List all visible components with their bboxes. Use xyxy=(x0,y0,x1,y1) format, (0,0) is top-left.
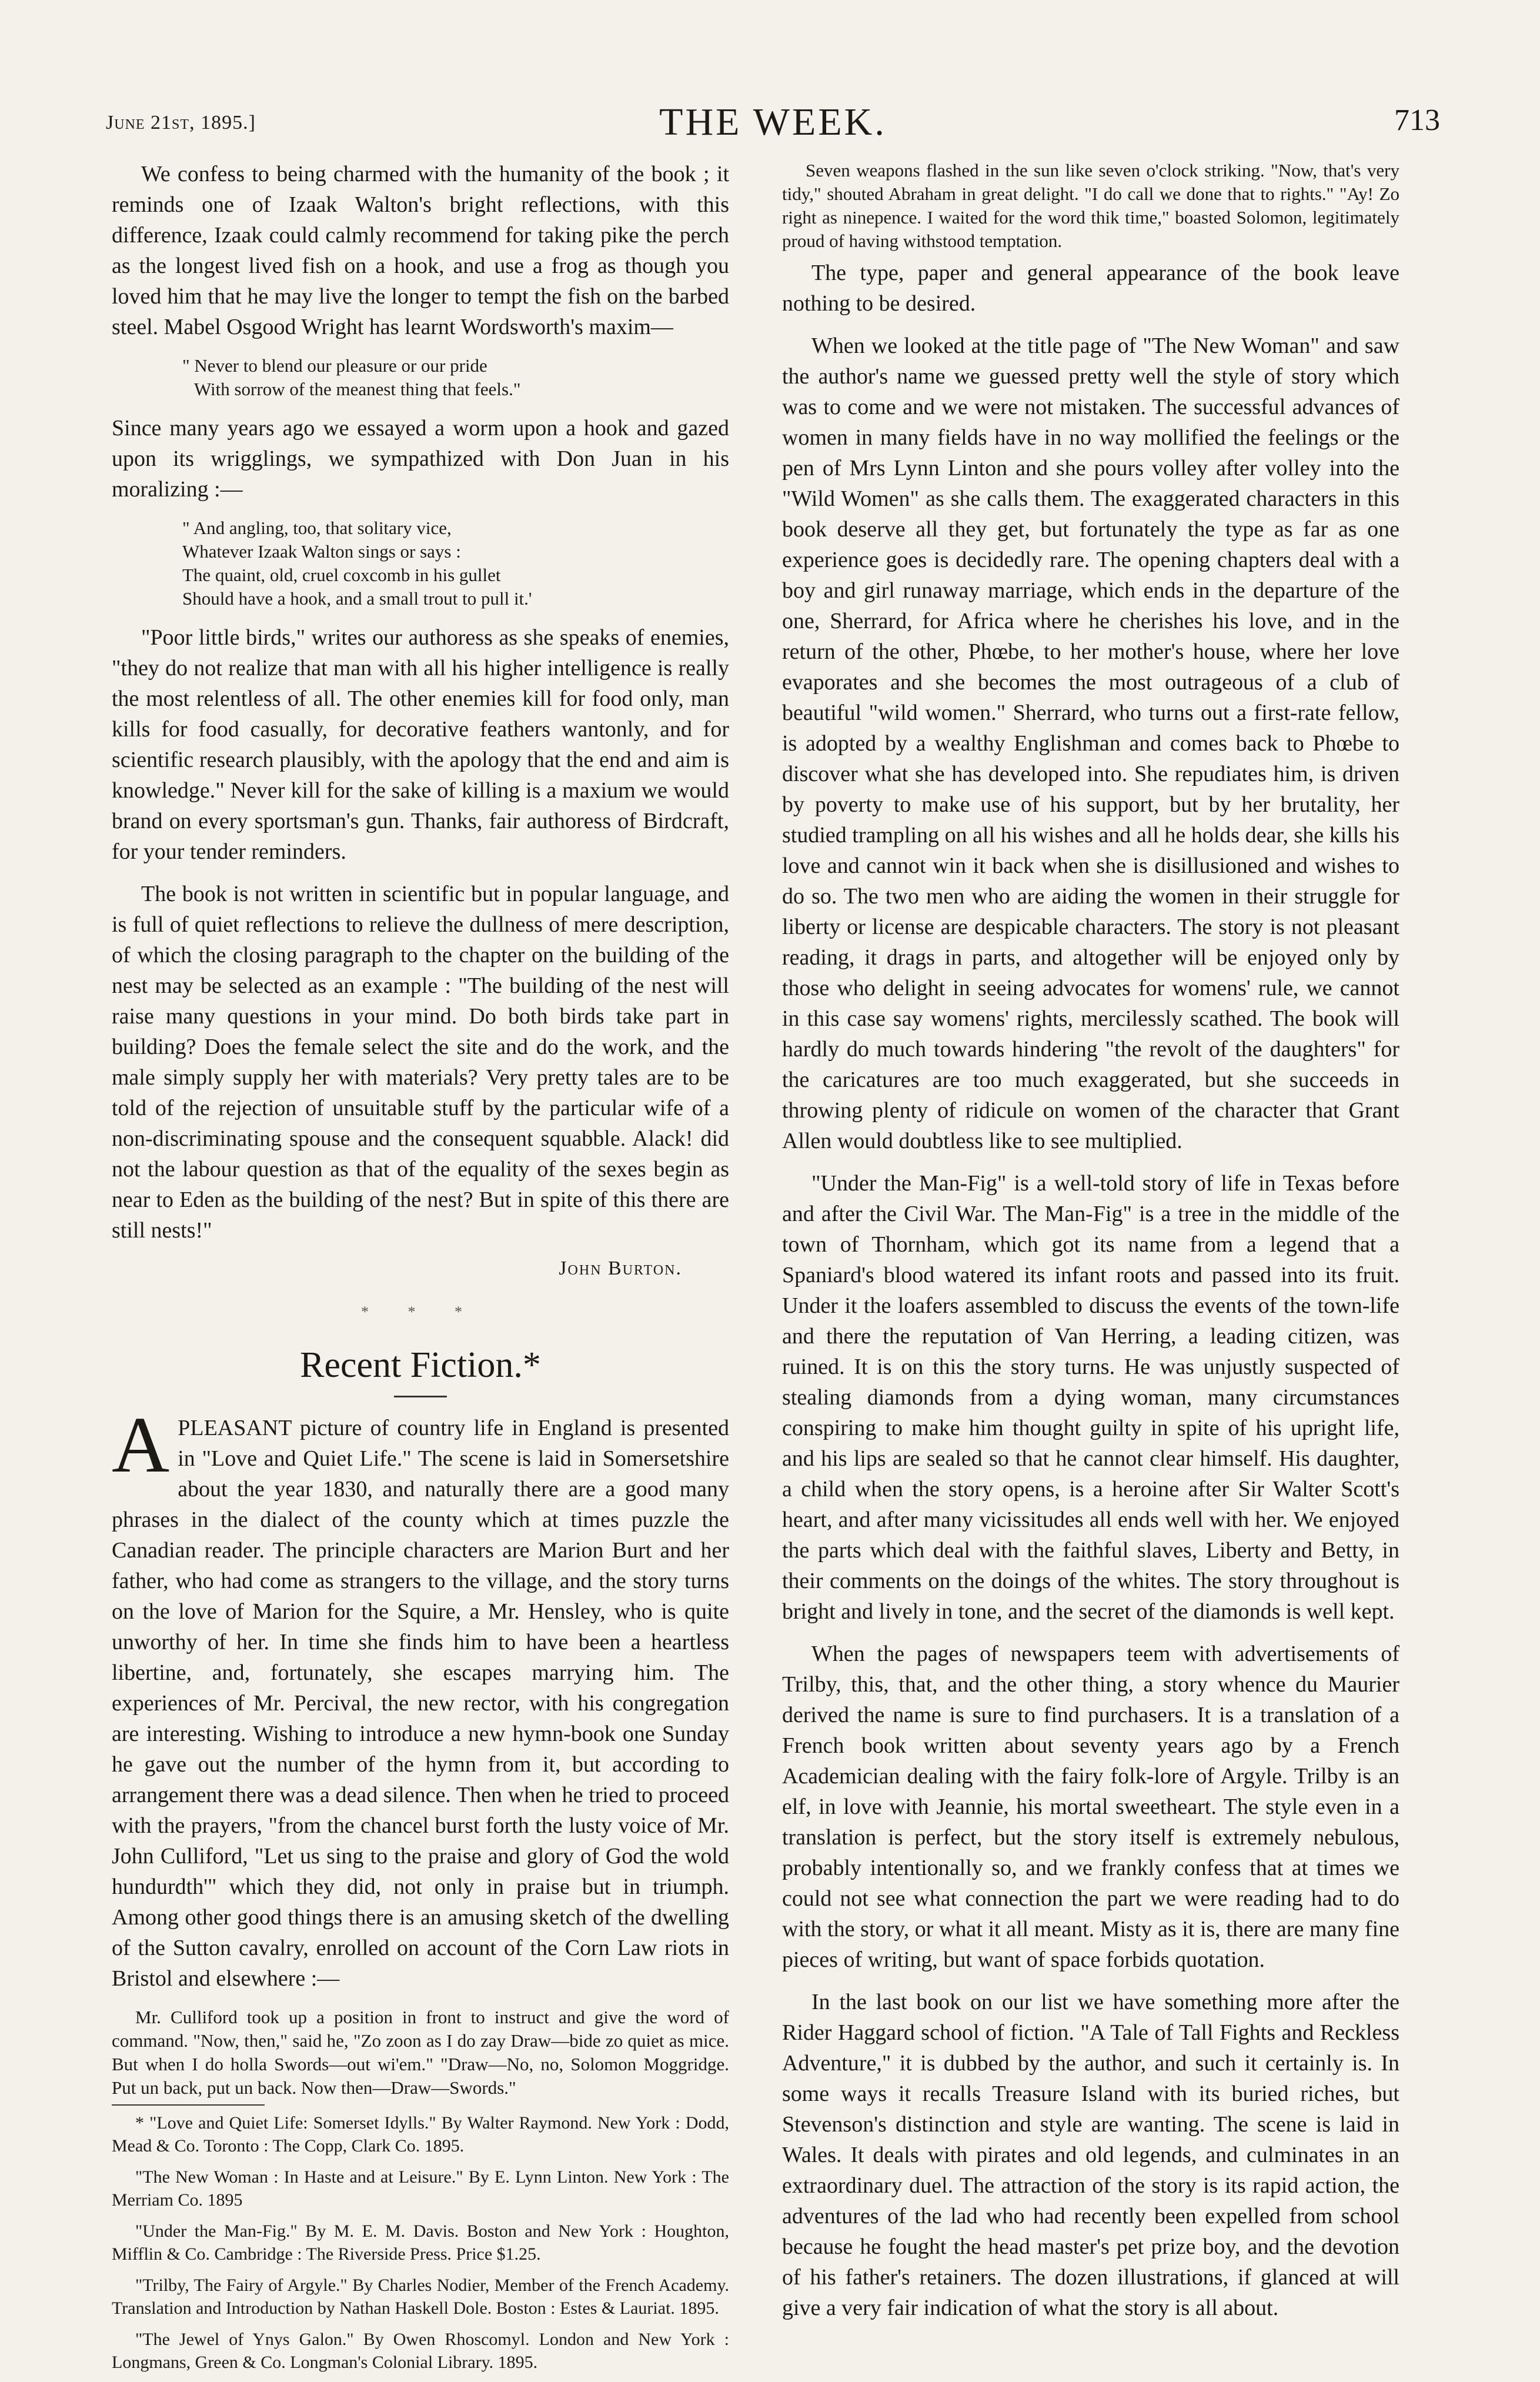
footnote: "The New Woman : In Haste and at Leisure." By E. Lynn Linton. New York : The Merriam Co. 1895 xyxy=(112,2167,729,2210)
publication-title: THE WEEK. xyxy=(659,101,887,144)
verse-line: " And angling, too, that solitary vice, xyxy=(182,518,452,538)
review-paragraph: When we looked at the title page of "The New Woman" and saw the author's name we guessed pretty well the style of story which was to come and we were not mistaken. The successful advances of women in many fields have in no way mollified the feelings or the pen of Mrs Lynn Linton and she pours volley after volley into the "Wild Women" as she calls them. The exaggerated characters in this book deserve all they get, but fortunately the type as far as one experience goes is decidedly rare. The opening chapters deal with a boy and girl runaway marriage, which ends in the departure of the one, Sherrard, for Africa where he cherishes his love, and in the return of the other, Phœbe, to her mother's house, where her love evaporates and she becomes the most outrageous of a club of beautiful "wild women." Sherrard, who turns out a first-rate fellow, is adopted by a wealthy Englishman and comes back to Phœbe to discover what she has developed into. She repudiates him, is driven by poverty to make use of his support, but by her brutality, her studied trampling on all his wishes and all he holds dear, she kills his love and cannot win it back when she is disillusioned and wishes to do so. The two men who are aiding the women in their struggle for liberty or license are despicable characters. The story is not pleasant reading, it drags in parts, and altogether will be enjoyed only by those who delight in seeing advocates for womens' rule, we cannot in this case say womens' rights, mercilessly scathed. The book will hardly do much towards hindering "the revolt of the daughters" for the caricatures are too much exaggerated, but she succeeds in throwing plenty of ridicule on women of the character that Grant Allen would doubtless like to see multiplied. xyxy=(782,333,1399,1153)
section-separator: * * * xyxy=(361,1303,480,1320)
right-column xyxy=(782,159,1399,2335)
review-paragraph: The book is not written in scientific but in popular language, and is full of quiet reflections to relieve the dullness of mere description, of which the closing paragraph to the chapter on the building of the nest may be selected as an example : "The building of the nest will raise many questions in your mind. Do both birds take part in building? Does the female select the site and do the work, and the male simply supply her with materials? Very pretty tales are to be told of the rejection of unsuitable stuff by the particular wife of a non-discriminating spouse and the consequent squabble. Alack! did not the labour question as that of the equality of the sexes begin as near to Eden as the building of the nest? But in spite of this there are still nests!" xyxy=(112,882,729,1243)
section-title: Recent Fiction.* xyxy=(300,1345,541,1385)
review-paragraph: "Under the Man-Fig" is a well-told story of life in Texas before and after the Civil War. The Man-Fig" is a tree in the middle of the town of Thornham, which got its name from a legend that a Spaniard's blood watered its infant roots and passed into its fruit. Under it the loafers assembled to discuss the events of the town-life and there the reputation of Van Herring, a leading citizen, was ruined. It is on this the story turns. He was unjustly suspected of stealing diamonds from a dying woman, many circumstances conspiring to make him thought guilty in spite of his upright life, and his lips are sealed so that he cannot clear himself. His daughter, a child when the story opens, is a heroine after Sir Walter Scott's heart, and after many vicissitudes all ends well with her. We enjoyed the parts which deal with the faithful slaves, Liberty and Betty, in their comments on the doings of the whites. The story throughout is bright and lively in tone, and the secret of the diamonds is well kept. xyxy=(782,1171,1399,1624)
quoted-extract: Seven weapons flashed in the sun like seven o'clock striking. "Now, that's very tidy," shouted Abraham in great delight. "I do call we done that to rights." "Ay! Zo right as ninepence. I waited for the word thik time," boasted Solomon, legitimately proud of having withstood temptation. xyxy=(782,160,1399,251)
review-paragraph: PLEASANT picture of country life in England is presented in "Love and Quiet Life." The scene is laid in Somersetshire about the year 1830, and naturally there are a good many phrases in the dialect of the county which at times puzzle the Canadian reader. The principle characters are Marion Burt and her father, who had come as strangers to the village, and the story turns on the love of Marion for the Squire, a Mr. Hensley, who is quite unworthy of her. In time she finds him to have been a heartless libertine, and, fortunately, she escapes marrying him. The experiences of Mr. Percival, the new rector, with his congregation are interesting. Wishing to introduce a new hymn-book one Sunday he gave out the number of the hymn from it, but according to arrangement there was a dead silence. Then when he tried to proceed with the prayers, "from the chancel burst forth the lusty voice of Mr. John Culliford, "Let us sing to the praise and glory of God the wold hundurdth'" which they did, not only in praise but in triumph. Among other good things there is an amusing sketch of the dwelling of the Sutton cavalry, enrolled on account of the Corn Law riots in Bristol and elsewhere :— xyxy=(112,1416,729,1991)
review-paragraph: We confess to being charmed with the humanity of the book ; it reminds one of Izaak Walton's bright reflections, with this difference, Izaak could calmly recommend for taking pike the perch as the longest lived fish on a hook, and use a frog as though you loved him that he may live the longer to tempt the fish on the barbed steel. Mabel Osgood Wright has learnt Wordsworth's maxim— xyxy=(112,162,729,339)
footnote: "The Jewel of Ynys Galon." By Owen Rhoscomyl. London and New York : Longmans, Green & Co. Longman's Colonial Library. 1895. xyxy=(112,2330,729,2372)
drop-cap: A xyxy=(112,1401,170,1489)
verse-quote xyxy=(182,354,729,401)
review-paragraph: When the pages of newspapers teem with advertisements of Trilby, this, that, and the other thing, a story whence du Maurier derived the name is sure to find purchasers. It is a translation of a French book written about seventy years ago by a French Academician dealing with the fairy folk-lore of Argyle. Trilby is an elf, in love with Jeannie, his mortal sweetheart. The style even in a translation is perfect, but the story itself is extremely nebulous, probably intentionally so, and we frankly confess that at times we could not see what connection the part we were reading had to do with the story, or what it all meant. Misty as it is, there are many fine pieces of writing, but want of space forbids quotation. xyxy=(782,1642,1399,1972)
review-paragraph: "Poor little birds," writes our authoress as she speaks of enemies, "they do not realize that man with all his higher intelligence is really the most relentless of all. The other enemies kill for food only, man kills for food casually, for decorative feathers wantonly, and for scientific research plausibly, with the apology that the end and aim is knowledge." Never kill for the sake of killing is a maxium we would brand on every sportsman's gun. Thanks, fair authoress of Birdcraft, for your tender reminders. xyxy=(112,625,729,864)
footnote: "Under the Man-Fig." By M. E. M. Davis. Boston and New York : Houghton, Mifflin & Co. Cambridge : The Riverside Press. Price $1.25. xyxy=(112,2221,729,2264)
verse-line: " Never to blend our pleasure or our pride xyxy=(182,355,487,376)
fiction-intro xyxy=(112,1401,729,1994)
verse-line: The quaint, old, cruel coxcomb in his gullet xyxy=(182,565,501,585)
footnote: "Trilby, The Fairy of Argyle." By Charles Nodier, Member of the French Academy. Translation and Introduction by Nathan Haskell Dole. Boston : Estes & Lauriat. 1895. xyxy=(112,2276,729,2318)
issue-date: June 21st, 1895.] xyxy=(106,112,256,134)
review-paragraph: In the last book on our list we have something more after the Rider Haggard school of fiction. "A Tale of Tall Fights and Reckless Adventure," it is dubbed by the author, and such it certainly is. In some ways it recalls Treasure Island with its buried riches, but Stevenson's distinction and style are wanting. The scene is laid in Wales. It deals with pirates and old legends, and culminates in an extraordinary duel. The attraction of the story is its rapid action, the adventures of the lad who had recently been expelled from school because he fought the head master's pet prize boy, and the devotion of his father's retainers. The dozen illustrations, if glanced at will give a very fair indication of what the story is all about. xyxy=(782,1990,1399,2320)
verse-quote xyxy=(182,516,729,610)
verse-line: With sorrow of the meanest thing that feels." xyxy=(194,379,521,399)
page-number: 713 xyxy=(1394,104,1440,137)
verse-line: Should have a hook, and a small trout to pull it.' xyxy=(182,588,532,609)
footnote-rule xyxy=(112,2104,265,2106)
title-rule xyxy=(394,1396,447,1397)
author-signature: John Burton. xyxy=(559,1257,682,1279)
review-paragraph: The type, paper and general appearance of the book leave nothing to be desired. xyxy=(782,261,1399,316)
footnote: * "Love and Quiet Life: Somerset Idylls." By Walter Raymond. New York : Dodd, Mead & Co. Toronto : The Copp, Clark Co. 1895. xyxy=(112,2113,729,2156)
verse-line: Whatever Izaak Walton sings or says : xyxy=(182,541,461,562)
quoted-extract: Mr. Culliford took up a position in front to instruct and give the word of command. "Now, then," said he, "Zo zoon as I do zay Draw—bide zo quiet as mice. But when I do holla Swords—out wi'em." "Draw—No, no, Solomon Moggridge. Put un back, put un back. Now then—Draw—Swords." xyxy=(112,2007,729,2098)
left-column xyxy=(112,159,729,2382)
review-paragraph: Since many years ago we essayed a worm upon a hook and gazed upon its wrigglings, we sympathized with Don Juan in his moralizing :— xyxy=(112,416,729,502)
page-header xyxy=(94,88,1452,144)
